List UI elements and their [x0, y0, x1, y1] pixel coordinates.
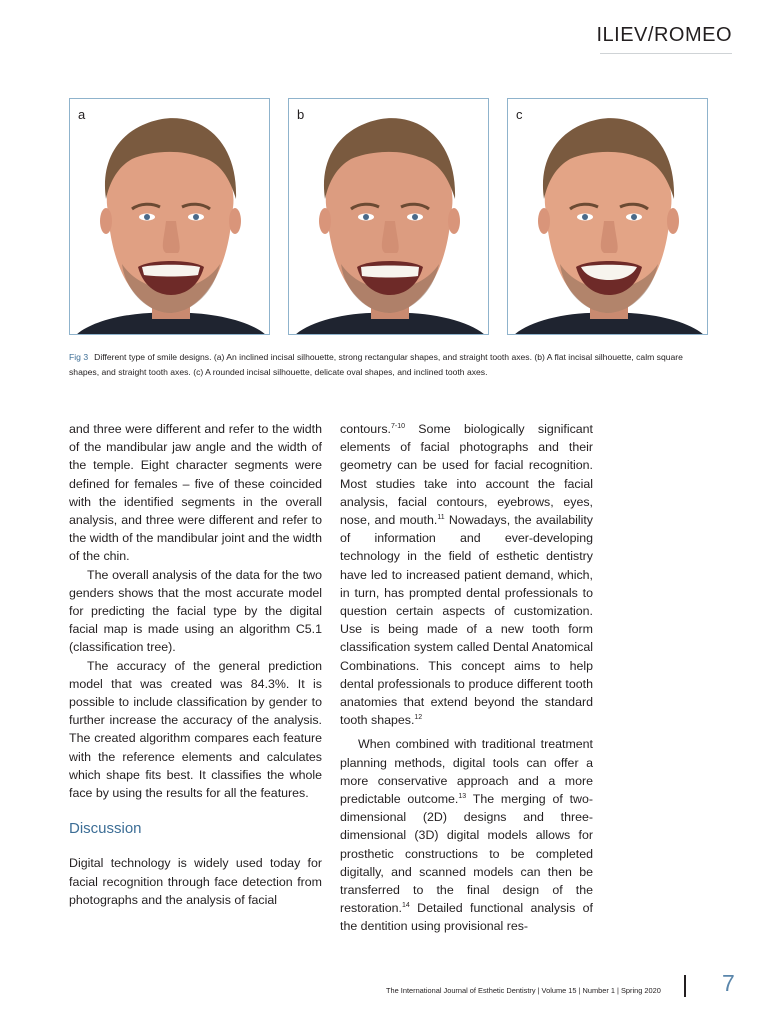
right-p2-text-a: When combined with traditional treatment planning methods, digital tools can offer a more conservative approach and a more predictable outcome. — [340, 737, 593, 807]
face-photo-c — [508, 99, 708, 335]
citation-14: 14 — [401, 902, 410, 910]
figure-caption-text: Different type of smile designs. (a) An inclined incisal silhouette, strong rectangular shapes, and straight tooth axes. (b) A flat incisal silhouette, calm square shapes, and straight tooth axes. (c) A rounded incisal silhouette, delicate oval shapes, and inclined tooth axes. — [69, 352, 683, 377]
left-paragraph-2: The overall analysis of the data for the two genders shows that the most accurate model for predicting the facial type by the digital facial map is made using an algorithm C5.1 (classification tree). — [69, 567, 322, 655]
right-p1-text-a: contours. — [340, 422, 391, 436]
panel-letter-a: a — [78, 107, 86, 122]
left-paragraph-1: and three were different and refer to the width of the mandibular jaw angle and the width of the temple. Eight character segments were defined for females – five of these coincided with the identified segments in the overall analysis, and three were different and refer to the width of the mandibular joint and the width of the chin. — [69, 422, 322, 564]
figure-panel-a — [69, 98, 270, 335]
right-paragraph-2 — [340, 735, 593, 935]
footer-divider — [684, 975, 686, 997]
citation-7-10: 7-10 — [390, 422, 405, 430]
left-paragraph-3: The accuracy of the general prediction model that was created was 84.3%. It is possible to include classification by gender to further increase the accuracy of the analysis. The created algorithm compares each feature with the reference elements and calculates which shape fits best. It classifies the whole face by using the results for all the features. — [69, 658, 322, 801]
running-head-rule — [600, 53, 732, 54]
figure-caption-label: Fig 3 — [69, 352, 89, 362]
right-p1-text-c: Nowadays, the availability of information and ever-developing technology in the field of esthetic dentistry have led to increased patient demand, which, in turn, has prompted dental professionals to question certain aspects of customization. Use is being made of a new tooth form classification system called Dental Anatomical Combinations. This concept aims to help dental professionals to produce different tooth anatomies that extend beyond the standard tooth shapes. — [340, 513, 594, 728]
panel-letter-b: b — [297, 107, 305, 122]
section-heading-discussion: Discussion — [69, 820, 142, 838]
left-column — [69, 420, 322, 909]
face-photo-b — [289, 99, 489, 335]
right-column — [340, 420, 593, 936]
right-paragraph-1 — [340, 420, 593, 729]
right-p1-text-b: Some biologically significant elements of facial photographs and their geometry can be used for facial recognition. Most studies take into account the facial analysis, facial contours, eyebrows, eyes, nose, and mouth. — [340, 422, 593, 528]
citation-13: 13 — [458, 792, 467, 800]
running-head: ILIEV/ROMEO — [596, 24, 732, 46]
right-p2-text-c: Detailed functional analysis of the dentition using provisional res- — [340, 901, 593, 934]
left-paragraph-4: Digital technology is widely used today for facial recognition through face detection from photographs and the analysis of facial — [69, 856, 322, 907]
figure-panel-c — [507, 98, 708, 335]
right-p2-text-b: The merging of two-dimensional (2D) designs and three-dimensional (3D) digital models allows for prosthetic constructions to be completed digitally, and scanned models can then be transferred to the final design of the restoration. — [340, 792, 594, 916]
journal-footer: The International Journal of Esthetic Dentistry | Volume 15 | Number 1 | Spring 2020 — [386, 986, 661, 995]
panel-letter-c: c — [516, 107, 523, 122]
face-photo-a — [70, 99, 270, 335]
figure-panel-b — [288, 98, 489, 335]
citation-12: 12 — [414, 714, 423, 722]
citation-11: 11 — [437, 513, 445, 521]
figure-caption — [69, 350, 709, 380]
page-number: 7 — [722, 970, 735, 996]
